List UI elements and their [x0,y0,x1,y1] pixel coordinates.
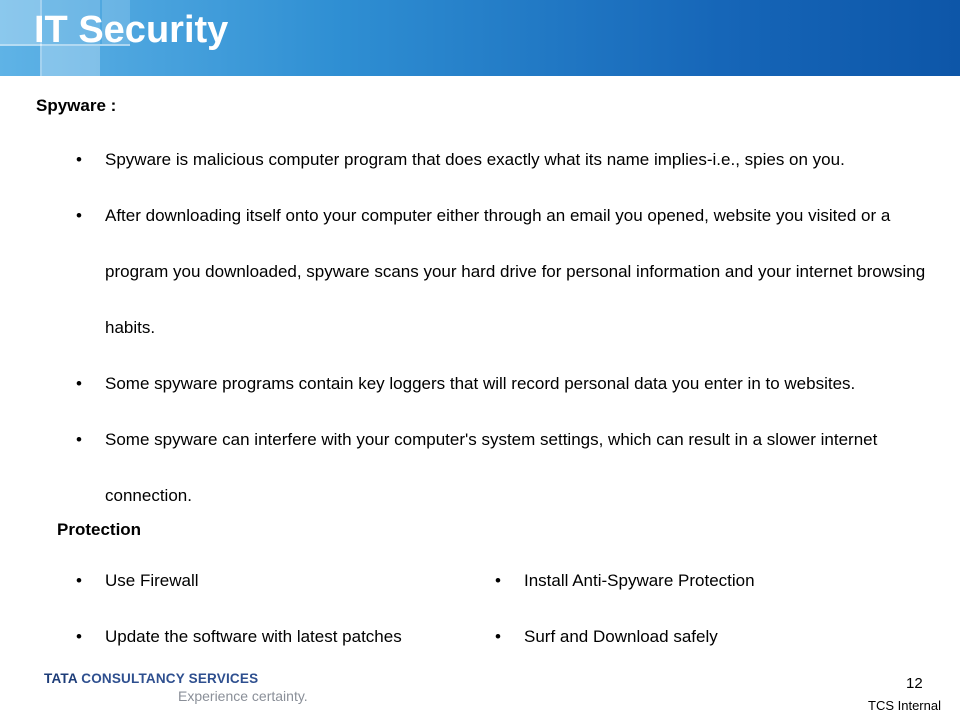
logo-brand: TATA [44,671,78,686]
list-item: • Update the software with latest patches [76,627,402,647]
protection-heading: Protection [57,520,142,539]
list-item: • Install Anti-Spyware Protection [495,571,755,591]
title-banner [0,0,960,76]
logo-tagline: Experience certainty. [178,688,308,704]
page-number: 12 [906,675,923,692]
spyware-heading: Spyware : [36,96,117,115]
list-item: • Use Firewall [76,571,199,591]
logo-company: CONSULTANCY SERVICES [81,671,259,686]
classification-label: TCS Internal [868,698,941,713]
list-item: • Some spyware can interfere with your computer's system settings, which can result in a slower internet connection. [76,412,946,524]
list-item: • Surf and Download safely [495,627,718,647]
slide-title: IT Security [34,9,229,51]
spyware-bullet-list [76,132,946,524]
list-item: • Spyware is malicious computer program that does exactly what its name implies-i.e., spies on you. [76,132,946,188]
tcs-logo [44,671,308,704]
list-item: • After downloading itself onto your computer either through an email you opened, website you visited or a program you downloaded, spyware scans your hard drive for personal information and your internet browsing habits. [76,188,946,356]
list-item: • Some spyware programs contain key loggers that will record personal data you enter in to websites. [76,356,946,412]
logo-wordmark [44,671,258,687]
